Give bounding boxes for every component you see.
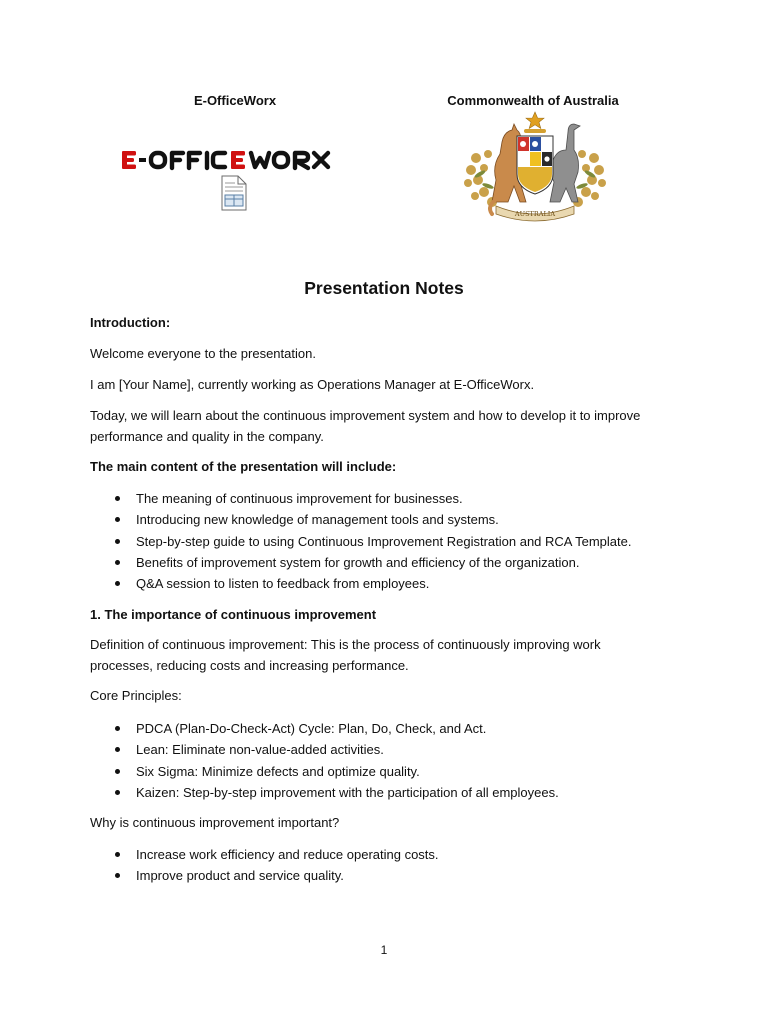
list-item: Benefits of improvement system for growth and efficiency of the organization. (90, 552, 690, 573)
australian-coat-of-arms (462, 110, 608, 224)
list-item: Lean: Eliminate non-value-added activities. (90, 739, 690, 760)
left-organization-name: E-OfficeWorx (193, 93, 277, 108)
section1-definition: Definition of continuous improvement: This is the process of continuously improving work processes, reducing costs and increasing performance. (90, 637, 601, 673)
list-item: Increase work efficiency and reduce operating costs. (90, 844, 690, 865)
list-item: Step-by-step guide to using Continuous Improvement Registration and RCA Template. (90, 531, 690, 552)
intro-welcome: Welcome everyone to the presentation. (90, 346, 316, 361)
principles-list (90, 718, 690, 803)
why-label: Why is continuous improvement important? (90, 815, 340, 830)
e-officeworx-logo (120, 148, 352, 172)
section1-heading: 1. The importance of continuous improvement (90, 607, 377, 622)
list-item: Introducing new knowledge of management tools and systems. (90, 509, 690, 530)
list-item: Kaizen: Step-by-step improvement with the participation of all employees. (90, 782, 690, 803)
list-item: Q&A session to listen to feedback from employees. (90, 573, 690, 594)
list-item: PDCA (Plan-Do-Check-Act) Cycle: Plan, Do, Check, and Act. (90, 718, 690, 739)
page-title: Presentation Notes (304, 278, 464, 298)
intro-heading: Introduction: (90, 315, 171, 330)
list-item: Six Sigma: Minimize defects and optimize quality. (90, 761, 690, 782)
crest-scroll-text: AUSTRALIA (514, 210, 556, 218)
intro-iam: I am [Your Name], currently working as Operations Manager at E-OfficeWorx. (90, 377, 535, 392)
document-icon (219, 175, 249, 211)
right-organization-name: Commonwealth of Australia (447, 93, 619, 108)
page-number: 1 (380, 943, 388, 957)
core-principles-label: Core Principles: (90, 688, 182, 703)
list-item: The meaning of continuous improvement for businesses. (90, 488, 690, 509)
intro-today: Today, we will learn about the continuous improvement system and how to develop it to improve performance and quality in the company. (90, 408, 641, 444)
content-heading: The main content of the presentation will include: (90, 459, 397, 474)
why-list (90, 844, 690, 887)
content-list (90, 488, 690, 594)
list-item: Improve product and service quality. (90, 865, 690, 886)
